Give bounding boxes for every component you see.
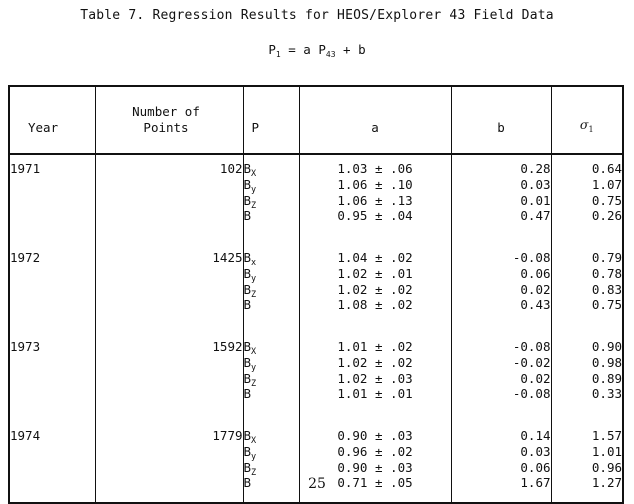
header-year: Year: [9, 86, 95, 154]
value-b: 0.02: [520, 281, 551, 297]
cell-year: 1973: [9, 333, 95, 422]
value-a: 1.01 ± .02: [337, 339, 413, 354]
value-a: 1.02 ± .02: [337, 281, 413, 297]
parameter-subscript: Z: [251, 200, 257, 211]
cell-b: [451, 154, 551, 244]
parameter-subscript: y: [251, 184, 257, 195]
header-b: b: [451, 86, 551, 154]
value-b: 0.06: [520, 459, 551, 475]
value-sigma: 1.07: [591, 176, 622, 192]
parameter-label: [244, 177, 299, 193]
equation-mid-subscript: 43: [325, 50, 336, 59]
parameter-symbol: B: [243, 250, 252, 265]
regression-table: [8, 85, 624, 504]
cell-sigma: [551, 244, 623, 333]
cell-number-of-points: 1779: [95, 422, 243, 503]
value-a: 1.03 ± .06: [337, 161, 413, 176]
parameter-symbol: B: [243, 339, 252, 354]
value-sigma: 0.78: [591, 265, 622, 281]
cell-p: [243, 154, 299, 244]
equation-lhs: P: [268, 42, 276, 57]
parameter-label: [244, 339, 299, 355]
parameter-symbol: B: [243, 176, 252, 192]
table-body: [9, 154, 623, 503]
parameter-symbol: B: [243, 386, 252, 402]
value-a: 0.96 ± .02: [337, 443, 413, 459]
value-sigma: 0.98: [591, 354, 622, 370]
value-b: 0.14: [520, 428, 551, 443]
value-b: 0.03: [520, 176, 551, 192]
parameter-subscript: X: [251, 436, 257, 446]
value-a: 0.90 ± .03: [337, 459, 413, 475]
value-b: 0.47: [520, 208, 551, 224]
header-sigma-symbol: σ: [579, 117, 589, 132]
table-row: [9, 333, 623, 422]
parameter-symbol: B: [243, 281, 252, 297]
value-sigma: 0.33: [591, 386, 622, 402]
cell-sigma: [551, 154, 623, 244]
parameter-subscript: y: [251, 451, 257, 462]
parameter-symbol: B: [243, 459, 252, 475]
parameter-subscript: Z: [251, 467, 257, 478]
parameter-symbol: B: [243, 354, 252, 370]
parameter-symbol: B: [243, 297, 252, 313]
parameter-subscript: y: [251, 362, 257, 373]
value-a: 0.90 ± .03: [337, 428, 413, 443]
table-header-row: [9, 86, 623, 154]
value-a: 1.06 ± .10: [337, 176, 413, 192]
header-a: a: [299, 86, 451, 154]
value-a: 0.95 ± .04: [337, 208, 413, 224]
parameter-label: [244, 460, 299, 476]
parameter-symbol: B: [243, 475, 252, 491]
value-b: 0.02: [520, 370, 551, 386]
value-b: 0.03: [520, 443, 551, 459]
value-a: 0.71 ± .05: [337, 475, 413, 491]
table-title: Table 7. Regression Results for HEOS/Explorer 43 Field Data: [80, 8, 554, 23]
value-b: -0.08: [512, 386, 551, 402]
page-number: 25: [308, 476, 326, 492]
header-points-line2: Points: [143, 120, 189, 135]
parameter-subscript: y: [251, 273, 257, 284]
header-sigma-subscript: 1: [588, 125, 594, 134]
value-sigma: 0.79: [591, 250, 622, 265]
parameter-symbol: B: [243, 443, 252, 459]
table-row: [9, 154, 623, 244]
header-number-of-points: [95, 86, 243, 154]
parameter-label: [244, 266, 299, 282]
value-a: 1.06 ± .13: [337, 192, 413, 208]
parameter-label: [244, 428, 299, 444]
parameter-label: [244, 444, 299, 460]
value-a: 1.02 ± .03: [337, 370, 413, 386]
value-sigma: 0.96: [591, 459, 622, 475]
equation-rhs: + b: [335, 42, 366, 57]
value-b: 1.67: [520, 475, 551, 491]
parameter-subscript: X: [251, 169, 257, 179]
parameter-symbol: B: [243, 265, 252, 281]
value-b: 0.06: [520, 265, 551, 281]
value-b: 0.28: [520, 161, 551, 176]
value-sigma: 1.27: [591, 475, 622, 491]
parameter-label: [244, 371, 299, 387]
value-sigma: 0.64: [591, 161, 622, 176]
cell-a: [299, 333, 451, 422]
cell-sigma: [551, 333, 623, 422]
parameter-label: [244, 355, 299, 371]
value-a: 1.01 ± .01: [337, 386, 413, 402]
parameter-subscript: Z: [251, 289, 257, 300]
cell-year: 1974: [9, 422, 95, 503]
parameter-label: [244, 193, 299, 209]
parameter-symbol: B: [243, 161, 252, 176]
header-sigma: [551, 86, 623, 154]
header-points-line1: Number of: [132, 104, 200, 120]
value-a: 1.02 ± .01: [337, 265, 413, 281]
parameter-subscript: X: [251, 347, 257, 357]
value-a: 1.04 ± .02: [337, 250, 413, 265]
value-sigma: 1.57: [591, 428, 622, 443]
value-b: -0.08: [512, 250, 551, 265]
equation-middle: = a P: [280, 42, 326, 57]
cell-number-of-points: 1592: [95, 333, 243, 422]
cell-b: [451, 333, 551, 422]
equation-lhs-subscript: 1: [275, 50, 281, 59]
value-b: 0.01: [520, 192, 551, 208]
parameter-subscript: Z: [251, 378, 257, 389]
cell-a: [299, 244, 451, 333]
value-a: 1.02 ± .02: [337, 354, 413, 370]
regression-equation: [0, 42, 634, 59]
value-a: 1.08 ± .02: [337, 297, 413, 313]
cell-b: [451, 244, 551, 333]
value-sigma: 0.75: [591, 192, 622, 208]
parameter-label: [244, 282, 299, 298]
value-sigma: 0.26: [591, 208, 622, 224]
value-b: -0.02: [512, 354, 551, 370]
cell-year: 1972: [9, 244, 95, 333]
parameter-label: [244, 161, 299, 177]
value-sigma: 0.83: [591, 281, 622, 297]
cell-a: [299, 154, 451, 244]
cell-number-of-points: 102: [95, 154, 243, 244]
value-sigma: 0.89: [591, 370, 622, 386]
parameter-subscript: x: [251, 258, 257, 268]
value-b: 0.43: [520, 297, 551, 313]
value-sigma: 0.75: [591, 297, 622, 313]
table-row: [9, 244, 623, 333]
parameter-symbol: B: [243, 208, 252, 224]
value-b: -0.08: [512, 339, 551, 354]
parameter-symbol: B: [243, 370, 252, 386]
header-p: P: [243, 86, 299, 154]
parameter-symbol: B: [243, 428, 252, 443]
value-sigma: 1.01: [591, 443, 622, 459]
cell-p: [243, 333, 299, 422]
parameter-label: [244, 250, 299, 266]
cell-year: 1971: [9, 154, 95, 244]
parameter-symbol: B: [243, 192, 252, 208]
cell-number-of-points: 1425: [95, 244, 243, 333]
value-sigma: 0.90: [591, 339, 622, 354]
cell-p: [243, 244, 299, 333]
